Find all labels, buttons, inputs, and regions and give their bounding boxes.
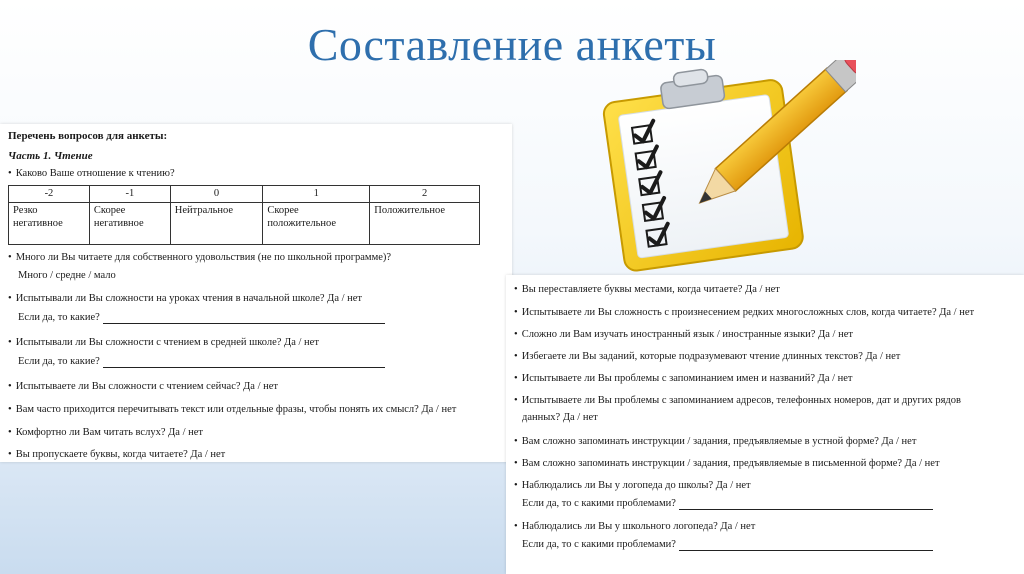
question-foreign-language: • Сложно ли Вам изучать иностранный язык / иностранные языки? Да / нет xyxy=(514,328,853,341)
question-oral-instructions: • Вам сложно запоминать инструкции / задания, предъявляемые в устной форме? Да / нет xyxy=(514,435,916,448)
scale-label: Скорее негативное xyxy=(89,203,170,245)
question-school-therapist: • Наблюдались ли Вы у школьного логопеда? Да / нет xyxy=(514,520,755,533)
question-read-aloud: • Комфортно ли Вам читать вслух? Да / нет xyxy=(8,426,203,439)
clipboard-checklist-icon xyxy=(596,60,856,290)
questionnaire-heading: Перечень вопросов для анкеты: xyxy=(8,130,168,142)
follow-up: Если да, то с какими проблемами? xyxy=(522,497,933,510)
question-long-texts: • Избегаете ли Вы заданий, которые подразумевают чтение длинных текстов? Да / нет xyxy=(514,350,900,363)
answer-line[interactable] xyxy=(103,357,385,368)
scale-label: Скорее положительное xyxy=(263,203,370,245)
question-swap-letters: • Вы переставляете буквы местами, когда читаете? Да / нет xyxy=(514,283,780,296)
attitude-scale-table xyxy=(8,185,480,245)
questionnaire-left-panel xyxy=(0,124,512,462)
question-skip-letters: • Вы пропускаете буквы, когда читаете? Да / нет xyxy=(8,448,225,461)
question-now: • Испытываете ли Вы сложности с чтением сейчас? Да / нет xyxy=(8,380,278,393)
question-attitude: • Каково Ваше отношение к чтению? xyxy=(8,167,175,180)
answer-line[interactable] xyxy=(679,540,933,551)
scale-value: 1 xyxy=(263,186,370,203)
scale-value: -1 xyxy=(89,186,170,203)
part-title: Часть 1. Чтение xyxy=(8,150,93,162)
follow-up: Если да, то какие? xyxy=(18,355,385,368)
scale-label: Резко негативное xyxy=(9,203,90,245)
scale-value: 2 xyxy=(370,186,480,203)
question-names-memory: • Испытываете ли Вы проблемы с запоминанием имен и названий? Да / нет xyxy=(514,372,853,385)
question-primary-school: • Испытывали ли Вы сложности на уроках чтения в начальной школе? Да / нет xyxy=(8,292,362,305)
questionnaire-right-panel xyxy=(506,275,1024,574)
question-reading-pleasure: • Много ли Вы читаете для собственного удовольствия (не по школьной программе)? xyxy=(8,251,391,264)
answer-options: Много / средне / мало xyxy=(18,270,116,281)
scale-value: 0 xyxy=(170,186,263,203)
question-pronunciation: • Испытываете ли Вы сложность с произнесением редких многосложных слов, когда читаете? Да / нет xyxy=(514,306,974,319)
question-reread: • Вам часто приходится перечитывать текст или отдельные фразы, чтобы понять их смысл? Да / нет xyxy=(8,403,456,416)
answer-line[interactable] xyxy=(103,313,385,324)
follow-up: Если да, то какие? xyxy=(18,311,385,324)
question-numbers-memory-cont: данных? Да / нет xyxy=(522,412,598,423)
question-middle-school: • Испытывали ли Вы сложности с чтением в средней школе? Да / нет xyxy=(8,336,319,349)
question-preschool-therapist: • Наблюдались ли Вы у логопеда до школы? Да / нет xyxy=(514,479,751,492)
scale-label: Нейтральное xyxy=(170,203,263,245)
slide-title: Составление анкеты xyxy=(307,19,717,70)
follow-up: Если да, то с какими проблемами? xyxy=(522,538,933,551)
question-numbers-memory: • Испытываете ли Вы проблемы с запоминанием адресов, телефонных номеров, дат и других рядов xyxy=(514,394,961,407)
scale-value: -2 xyxy=(9,186,90,203)
scale-label: Положительное xyxy=(370,203,480,245)
answer-line[interactable] xyxy=(679,499,933,510)
question-written-instructions: • Вам сложно запоминать инструкции / задания, предъявляемые в письменной форме? Да / нет xyxy=(514,457,940,470)
